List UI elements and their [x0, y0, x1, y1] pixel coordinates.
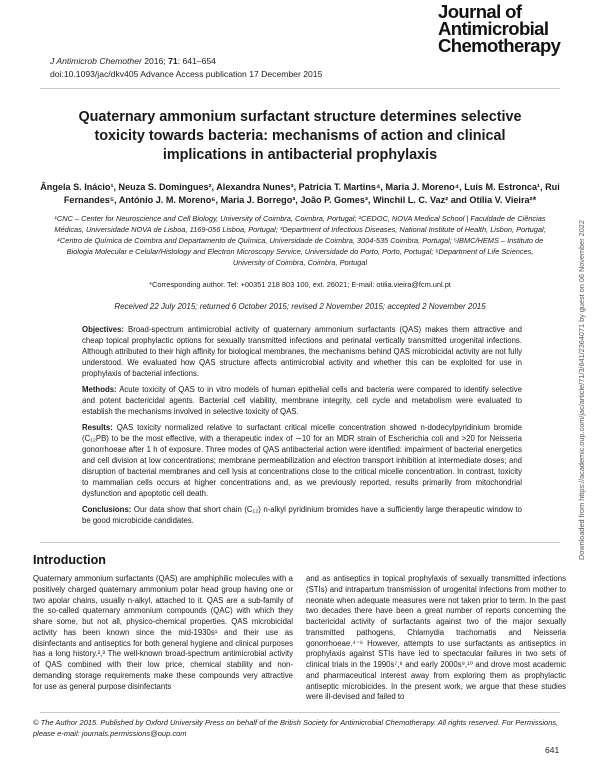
citation-line — [50, 55, 322, 68]
affiliations: ¹CNC – Center for Neuroscience and Cell Biology, University of Coimbra, Coimbra, Portugal; ²CEDOC, NOVA Medical School | Faculdade de Ciências Médicas, Universidade NOVA de Lisboa, 1169-056 Lisboa, Portugal; ³Department of Infectious Diseases, National Institute of Health, Lisbon, Portugal; ⁴Centro de Química de Coimbra and Departamento de Química, Universidade de Coimbra, 3004-535 Coimbra, Portugal; ⁵IBMC/HEMS – Instituto de Biologia Molecular e Celular/Histology and Electron Microscopy Service, Universidade do Porto, Porto, Portugal; ⁶Department of Life Sciences, University of Coimbra, Coimbra, Portugal — [54, 214, 546, 267]
objectives-label: Objectives: — [82, 325, 125, 334]
conclusions-text: Our data show that short chain (C₁₂) n-alkyl pyridinium bromides have a sufficiently large therapeutic window to be good microbicide candidates. — [82, 505, 522, 525]
copyright-footnote: © The Author 2015. Published by Oxford University Press on behalf of the British Society for Antimicrobial Chemotherapy. All rights reserved. For Permissions, please e-mail: journals.permissions@oup.com — [33, 718, 559, 738]
doi-line: doi:10.1093/jac/dkv405 Advance Access publication 17 December 2015 — [50, 69, 323, 79]
journal-logo — [438, 3, 560, 54]
citation-volume: 71 — [168, 56, 178, 66]
methods-label: Methods: — [82, 385, 117, 395]
abstract-divider — [40, 542, 560, 543]
logo-line-2: Antimicrobial — [438, 18, 549, 39]
journal-abbrev: J Antimicrob Chemother — [50, 56, 142, 66]
citation-year: 2016; — [141, 56, 169, 66]
page-number: 641 — [545, 745, 560, 755]
intro-column-right: and as antiseptics in topical prophylaxis of sexually transmitted infections (STIs) and intrapartum transmission of urogenital infections from mother to neonate when adequate measures were not taken prior to term. In the past two decades there have been a great number of reports concerning the bactericidal activity of surfactants against two of the major sexually transmitted pathogens, Chlamydia trachomatis and Neisseria gonorrhoeae.⁴⁻⁶ However, attempts to use surfactants as antiseptics in prophylaxis against STIs have led to spectacular failures in two sets of clinical trials in the 1990s⁷,⁸ and early 2000s⁹,¹⁰ and drove most academic and pharmaceutical interest away from exploring them as prophylactic antiseptic microbicides. In the present work, we argue that these studies were ill-devised and failed to — [306, 574, 566, 702]
intro-column-left: Quaternary ammonium surfactants (QAS) are amphiphilic molecules with a positively charged quaternary ammonium polar head group having one or two apolar chains, usually n-alkyl, attached to it. QAS are a sub-family of the so-called quaternary ammonium compounds (QAC) with which they share some, but not all, physico-chemical properties. QAS microbicidal activity has been known since the mid-1930s¹ and their use as disinfectants and antiseptics for both general hygiene and clinical purposes has a long history.²,³ The well-known broad-spectrum antimicrobial activity of QAS combined with their low price, chemical stability and non-demanding storage requirements make these compounds very attractive for use as general purpose disinfectants — [33, 574, 293, 691]
results-text: QAS toxicity normalized relative to surfactant critical micelle concentration showed n-dodecylpyridinium bromide (C₁₂PB) to be the most effective, with a therapeutic index of ∼10 for an MDR strain of Escherichia coli and >20 for Neisseria gonorrhoeae after 1 h of exposure. Three modes of QAS antibacterial action were identified: impairment of bacterial energetics and cell division at low concentrations; membrane permeabilization and electron transport inhibition at intermediate doses; and disruption of bacterial membranes and cell lysis at concentrations close to the critical micelle concentration. In contrast, toxicity to mammalian cells occurs at higher concentrations and, as we previously reported, results primarily from mitochondrial dysfunction and apoptotic cell death. — [82, 423, 522, 498]
introduction-heading: Introduction — [33, 553, 106, 567]
abstract — [82, 325, 522, 532]
article-title: Quaternary ammonium surfactant structure determines selective toxicity towards bacteria: mechanisms of action and clinical implications in antibacterial prophylaxis — [78, 109, 522, 163]
download-watermark: Downloaded from https://academic.oup.com/jac/article/71/3/641/2364071 by guest on 06 November 2022 — [577, 220, 586, 560]
abstract-objectives — [82, 325, 522, 380]
objectives-text: Broad-spectrum antimicrobial activity of quaternary ammonium surfactants (QAS) makes them attractive and cheap topical prophylactic options for sexually transmitted infections and perinatal vertically transmitted urogenital infections. Although attributed to their high affinity for biological membranes, the mechanisms behind QAS microbicidal activity are not fully understood. We evaluated how QAS structure affects antimicrobial activity and whether this can be exploited for use in prophylaxis of bacterial infections. — [82, 325, 522, 378]
footnote-divider — [40, 712, 560, 713]
results-label: Results: — [82, 423, 113, 433]
abstract-conclusions — [82, 505, 522, 527]
methods-text: Acute toxicity of QAS to in vitro models of human epithelial cells and bacteria were compared to identify selective and potent bactericidal agents. Bacterial cell viability, membrane integrity, cell cycle and metabolism were evaluated to establish the mechanisms involved in selective toxicity of QAS. — [82, 385, 522, 416]
abstract-results — [82, 423, 522, 499]
conclusions-label: Conclusions: — [82, 505, 132, 515]
received-dates: Received 22 July 2015; returned 6 October 2015; revised 2 November 2015; accepted 2 November 2015 — [114, 302, 486, 311]
citation-header — [50, 55, 322, 81]
author-list: Ângela S. Inácio¹, Neuza S. Domingues², Alexandra Nunes³, Patrícia T. Martins⁴, Maria J. Moreno⁴, Luís M. Estronca¹, Rui Fernandes⁵, António J. M. Moreno⁶, Maria J. Borrego³, João P. Gomes³, Winchil L. C. Vaz² and Otília V. Vieira²* — [40, 182, 560, 205]
header-divider — [40, 88, 560, 89]
logo-line-3: Chemotherapy — [438, 35, 561, 56]
abstract-methods — [82, 385, 522, 418]
logo-line-1: Journal of — [438, 1, 522, 22]
corresponding-author: *Corresponding author. Tel: +00351 218 803 100, ext. 26021; E-mail: otilia.vieira@fcm.unl.pt — [149, 280, 451, 289]
citation-pages: : 641–654 — [177, 56, 216, 66]
